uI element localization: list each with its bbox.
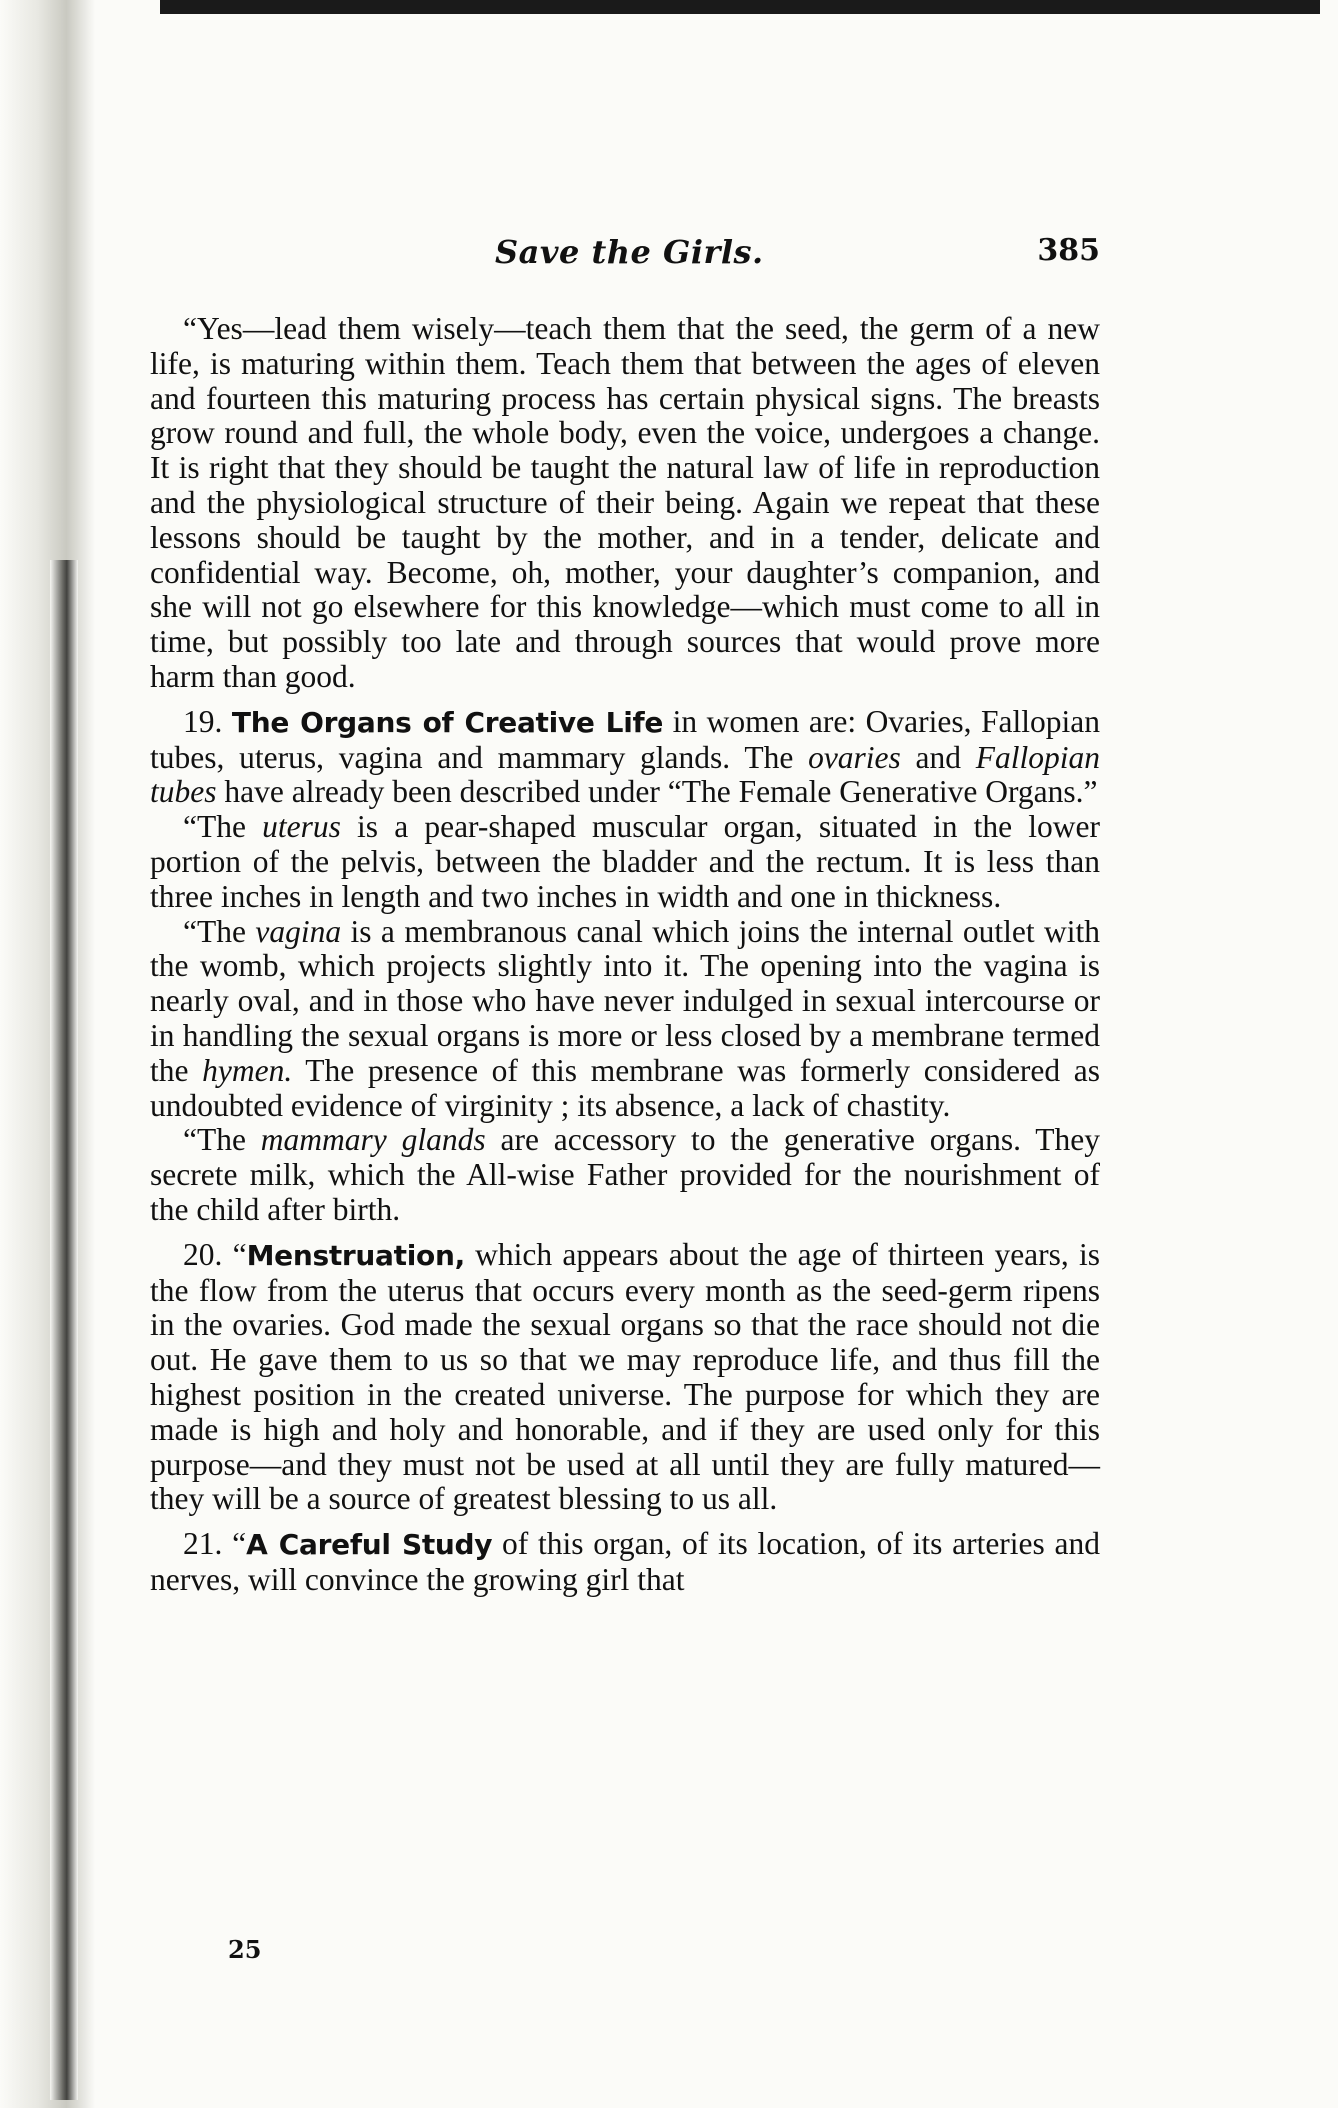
page-number: 385	[1037, 233, 1100, 268]
section-heading: Menstruation,	[246, 1238, 465, 1272]
section-heading: The Organs of Creative Life	[231, 705, 664, 739]
term-hymen: hymen.	[202, 1052, 293, 1088]
paragraph-yes-lead-them: “Yes—lead them wisely—teach them that the seed, the germ of a new life, is maturing within them. Teach them that between the ages of eleven and fourteen this maturing process has certain physical signs. The breasts grow round and full, the whole body, even the voice, undergoes a change. It is right that they should be taught the natural law of life in reproduction and the physiological structure of their being. Again we repeat that these lessons should be taught by the mother, and in a tender, delicate and confidential way. Become, oh, mother, your daughter’s companion, and she will not go elsewhere for this knowledge—which must come to all in time, but possibly too late and through sources that would prove more harm than good.	[150, 311, 1100, 694]
paragraph-vagina: “The vagina is a membranous canal which joins the internal outlet with the womb, which projects slightly into it. The opening into the vagina is nearly oval, and in those who have never indulged in sexual intercourse or in handling the sexual organs is more or less closed by a membrane termed the hymen. The presence of this membrane was formerly considered as undoubted evidence of virginity ; its absence, a lack of chastity.	[150, 913, 1101, 1123]
section-heading: A Careful Study	[246, 1528, 493, 1562]
term-mammary-glands: mammary glands	[260, 1122, 486, 1158]
paragraph-menstruation: 20. “Menstruation, which appears about the age of thirteen years, is the flow from the uterus that occurs every month as the seed-germ ripens in the ovaries. God made the sexual organs so that the race should not die out. He gave them to us so that we may reproduce life, and thus fill the highest position in the created universe. The purpose for which they are made is high and holy and honorable, and if they are used only for this purpose—and they must not be used at all until they are fully matured—they will be a source of greatest blessing to us all.	[150, 1236, 1100, 1517]
section-number: 20. “	[183, 1236, 247, 1272]
section-number: 21. “	[183, 1526, 247, 1562]
term-vagina: vagina	[255, 913, 342, 949]
page-binding-edge	[50, 560, 78, 2100]
signature-mark: 25	[228, 1935, 262, 1964]
page-gutter-shadow	[0, 0, 95, 2108]
paragraph-careful-study: 21. “A Careful Study of this organ, of its location, of its arteries and nerves, will convince the growing girl that	[150, 1526, 1101, 1597]
term-ovaries: ovaries	[808, 739, 901, 775]
page-header	[150, 233, 1100, 277]
paragraph-organs-creative-life: 19. The Organs of Creative Life in women are: Ovaries, Fallopian tubes, uterus, vagina and mammary glands. The ovaries and Fallopian tubes have already been described under “The Female Generative Organs.”	[150, 703, 1101, 810]
top-border-rule	[160, 0, 1320, 14]
running-title: Save the Girls.	[495, 233, 764, 271]
section-number: 19.	[183, 703, 223, 739]
paragraph-mammary-glands: “The mammary glands are accessory to the generative organs. They secrete milk, which the All-wise Father provided for the nourishment of the child after birth.	[150, 1122, 1100, 1227]
body-text	[150, 312, 1100, 1598]
term-uterus: uterus	[262, 809, 341, 845]
term-fallopian-tubes: Fallopian tubes	[150, 739, 1101, 810]
paragraph-uterus: “The uterus is a pear-shaped muscular organ, situated in the lower portion of the pelvis, between the bladder and the rectum. It is less than three inches in length and two inches in width and one in thickness.	[150, 809, 1100, 914]
